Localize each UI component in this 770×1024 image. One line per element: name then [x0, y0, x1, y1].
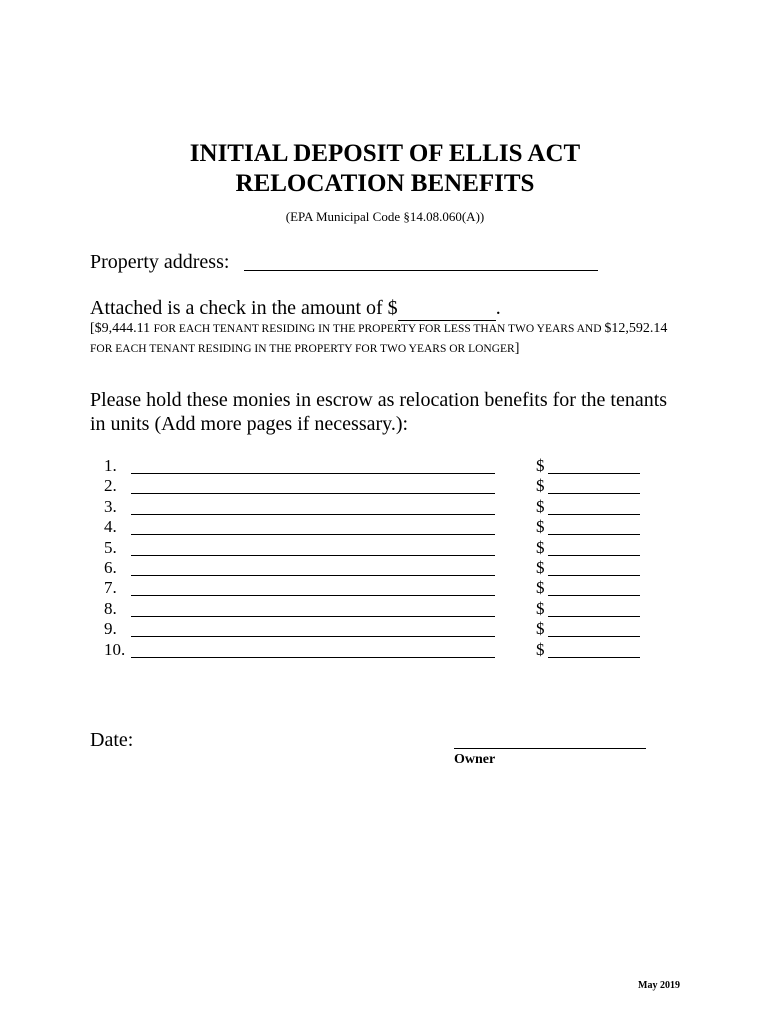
- unit-amount-field[interactable]: [548, 493, 640, 494]
- unit-dollar-sign: $: [536, 496, 545, 516]
- check-amount-field[interactable]: [398, 296, 496, 321]
- unit-field[interactable]: [131, 514, 495, 515]
- property-address-field[interactable]: [244, 270, 598, 271]
- title-line-1: INITIAL DEPOSIT OF ELLIS ACT: [189, 140, 581, 167]
- unit-amount-field[interactable]: [548, 534, 640, 535]
- unit-dollar-sign: $: [536, 456, 545, 475]
- unit-number: 4.: [104, 517, 117, 537]
- unit-number: 8.: [104, 598, 117, 618]
- owner-label: Owner: [454, 752, 496, 767]
- escrow-instruction: [90, 388, 710, 436]
- unit-amount-field[interactable]: [548, 657, 640, 658]
- escrow-line-2: in units (Add more pages if necessary.):: [90, 413, 409, 435]
- unit-number: 3.: [104, 496, 117, 516]
- unit-amount-field[interactable]: [548, 575, 640, 576]
- unit-field[interactable]: [131, 555, 495, 556]
- subtitle-code-reference: (EPA Municipal Code §14.08.060(A)): [285, 209, 485, 224]
- unit-dollar-sign: $: [536, 578, 545, 598]
- owner-signature-field[interactable]: [454, 748, 646, 749]
- unit-field[interactable]: [131, 657, 495, 658]
- unit-dollar-sign: $: [536, 537, 545, 557]
- unit-dollar-sign: $: [536, 476, 545, 496]
- rate-note-less-than-two: FOR EACH TENANT RESIDING IN THE PROPERTY FOR LESS THAN TWO YEARS AND: [153, 323, 605, 335]
- unit-field[interactable]: [131, 575, 495, 576]
- escrow-line-1: Please hold these monies in escrow as relocation benefits for the tenants: [90, 389, 668, 411]
- unit-field[interactable]: [131, 534, 495, 535]
- check-amount-row: [90, 296, 501, 321]
- rate-note-amount-two-years: $12,592.14: [604, 321, 668, 336]
- unit-number: 7.: [104, 578, 117, 598]
- unit-row: [104, 456, 664, 476]
- unit-number: 9.: [104, 619, 117, 639]
- unit-amount-field[interactable]: [548, 473, 640, 474]
- revision-date: May 2019: [638, 980, 680, 991]
- unit-dollar-sign: $: [536, 598, 545, 618]
- unit-dollar-sign: $: [536, 639, 545, 659]
- unit-dollar-sign: $: [536, 517, 545, 537]
- unit-row: [104, 517, 664, 537]
- rate-note-close: ]: [514, 341, 520, 356]
- unit-number: 2.: [104, 476, 117, 496]
- unit-amount-field[interactable]: [548, 514, 640, 515]
- check-amount-label: Attached is a check in the amount of $: [90, 297, 398, 319]
- unit-number: 5.: [104, 537, 117, 557]
- unit-field[interactable]: [131, 595, 495, 596]
- unit-amount-field[interactable]: [548, 595, 640, 596]
- unit-field[interactable]: [131, 616, 495, 617]
- unit-number: 1.: [104, 456, 117, 475]
- rate-note-two-or-longer: FOR EACH TENANT RESIDING IN THE PROPERTY FOR TWO YEARS OR LONGER: [90, 343, 515, 355]
- unit-row: [104, 497, 664, 517]
- unit-row: [104, 599, 664, 619]
- unit-row: [104, 476, 664, 496]
- unit-amount-field[interactable]: [548, 636, 640, 637]
- unit-amount-field[interactable]: [548, 555, 640, 556]
- property-address-label: Property address:: [90, 251, 230, 273]
- unit-dollar-sign: $: [536, 619, 545, 639]
- unit-row: [104, 619, 664, 639]
- unit-row: [104, 578, 664, 598]
- unit-field[interactable]: [131, 636, 495, 637]
- title-line-2: RELOCATION BENEFITS: [235, 170, 535, 197]
- unit-field[interactable]: [131, 493, 495, 494]
- unit-amount-field[interactable]: [548, 616, 640, 617]
- unit-row: [104, 640, 664, 660]
- unit-row: [104, 558, 664, 578]
- unit-number: 6.: [104, 558, 117, 577]
- rate-note-open: [$9,444.11: [90, 321, 154, 336]
- unit-field[interactable]: [131, 473, 495, 474]
- rate-note: [90, 319, 690, 359]
- unit-dollar-sign: $: [536, 558, 545, 577]
- check-amount-period: .: [495, 297, 501, 319]
- property-address-row: [90, 250, 229, 274]
- date-label: Date:: [90, 729, 134, 751]
- unit-row: [104, 538, 664, 558]
- unit-number: 10.: [104, 639, 126, 659]
